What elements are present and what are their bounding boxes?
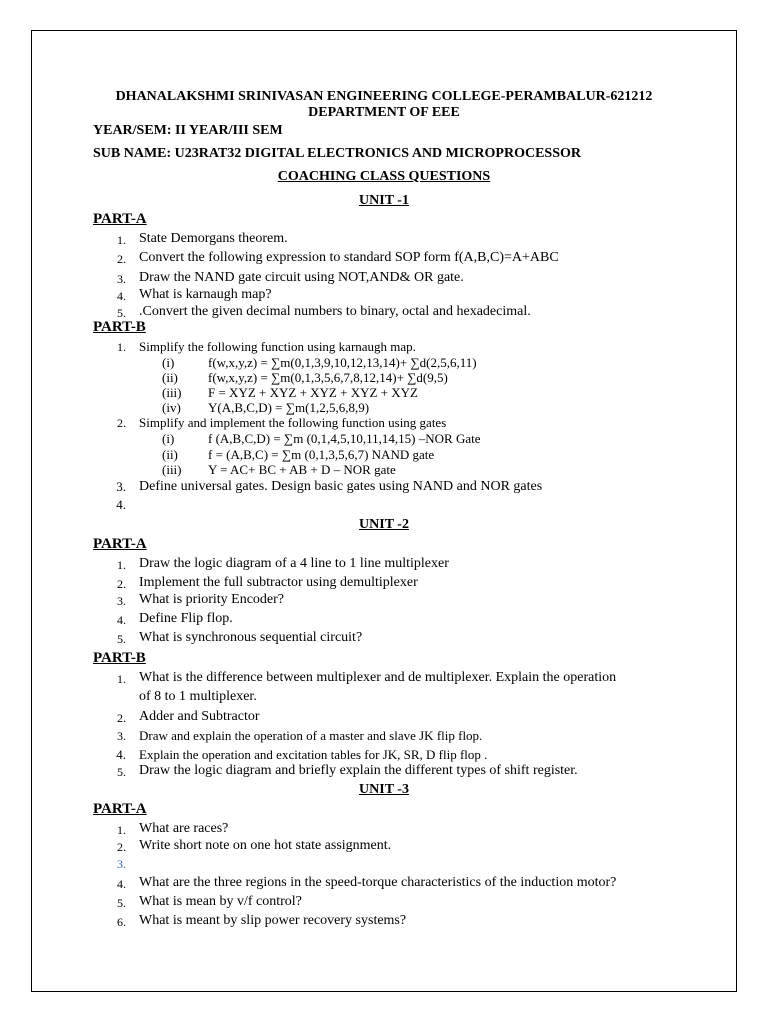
list-item: What is priority Encoder?	[139, 592, 285, 607]
list-item: Draw and explain the operation of a master and slave JK flip flop.	[139, 728, 483, 743]
list-item: What are races?	[139, 821, 229, 836]
list-item-number: 1.	[117, 672, 126, 686]
list-item-number: 6.	[117, 915, 126, 929]
list-item: What is meant by slip power recovery systems?	[139, 913, 407, 928]
list-item: Simplify the following function using karnaugh map.	[139, 339, 416, 354]
list-item-number: 2.	[117, 711, 126, 725]
sub-item-number: (iv)	[162, 400, 181, 415]
list-item-number: 2.	[117, 416, 126, 430]
list-item: What is the difference between multiplexer and de multiplexer. Explain the operation	[139, 670, 617, 685]
sub-item-number: (ii)	[162, 370, 178, 385]
unit-2-title: UNIT -2	[359, 517, 409, 532]
sub-item: f = (A,B,C) = ∑m (0,1,3,5,6,7) NAND gate	[208, 447, 435, 462]
list-item-number: 4.	[116, 747, 126, 762]
unit-1-part-a-title: PART-A	[93, 211, 147, 227]
list-item: What is synchronous sequential circuit?	[139, 630, 363, 645]
list-item-number: 2.	[117, 252, 126, 266]
sub-item: Y = AC+ BC + AB + D – NOR gate	[208, 462, 396, 477]
list-item-continuation: of 8 to 1 multiplexer.	[139, 689, 257, 704]
unit-1-part-b-title: PART-B	[93, 319, 146, 335]
list-item-number: 2.	[117, 577, 126, 591]
list-item-number: 3.	[117, 594, 126, 608]
list-item: Simplify and implement the following function using gates	[139, 415, 447, 430]
list-item-number: 4.	[117, 613, 126, 627]
list-item: Implement the full subtractor using demultiplexer	[139, 575, 418, 590]
unit-3-title: UNIT -3	[359, 782, 409, 797]
list-item-number: 3.	[117, 272, 126, 286]
list-item-number: 1.	[117, 233, 126, 247]
list-item: What are the three regions in the speed-torque characteristics of the induction motor?	[139, 875, 617, 890]
list-item: .Convert the given decimal numbers to binary, octal and hexadecimal.	[139, 304, 531, 319]
list-item: Draw the NAND gate circuit using NOT,AND& OR gate.	[139, 270, 464, 285]
list-item-number: 2.	[117, 840, 126, 854]
sub-item-number: (iii)	[162, 462, 182, 477]
list-item-number: 5.	[117, 306, 126, 320]
list-item-number: 3.	[117, 729, 126, 743]
unit-1-title: UNIT -1	[359, 193, 409, 208]
list-item: State Demorgans theorem.	[139, 231, 288, 246]
list-item-number: 5.	[117, 632, 126, 646]
list-item: Explain the operation and excitation tables for JK, SR, D flip flop .	[139, 747, 488, 762]
list-item: Define Flip flop.	[139, 611, 233, 626]
list-item: Draw the logic diagram and briefly explain the different types of shift register.	[139, 763, 578, 778]
sub-item: F = XYZ + XYZ + XYZ + XYZ + XYZ	[208, 385, 418, 400]
unit-2-part-b-title: PART-B	[93, 650, 146, 666]
list-item-number: 3.	[117, 857, 126, 871]
department-name: DEPARTMENT OF EEE	[308, 105, 460, 120]
subject-name: SUB NAME: U23RAT32 DIGITAL ELECTRONICS AND MICROPROCESSOR	[93, 146, 581, 161]
list-item-number: 5.	[117, 765, 126, 779]
college-name: DHANALAKSHMI SRINIVASAN ENGINEERING COLLEGE-PERAMBALUR-621212	[115, 89, 653, 104]
unit-2-part-a-title: PART-A	[93, 536, 147, 552]
sub-item: f (A,B,C,D) = ∑m (0,1,4,5,10,11,14,15) –NOR Gate	[208, 431, 481, 446]
list-item: Draw the logic diagram of a 4 line to 1 line multiplexer	[139, 556, 449, 571]
list-item-number: 5.	[117, 896, 126, 910]
list-item: Write short note on one hot state assignment.	[139, 838, 392, 853]
list-item-number: 3.	[116, 479, 126, 494]
sub-item-number: (i)	[162, 431, 175, 446]
list-item: Define universal gates. Design basic gates using NAND and NOR gates	[139, 479, 543, 494]
sub-item-number: (iii)	[162, 385, 182, 400]
list-item-number: 4.	[117, 877, 126, 891]
sub-item: f(w,x,y,z) = ∑m(0,1,3,5,6,7,8,12,14)+ ∑d(9,5)	[208, 370, 448, 385]
list-item-number: 1.	[117, 340, 126, 354]
list-item-number: 1.	[117, 558, 126, 572]
list-item: What is karnaugh map?	[139, 287, 272, 302]
sub-item: f(w,x,y,z) = ∑m(0,1,3,9,10,12,13,14)+ ∑d(2,5,6,11)	[208, 355, 477, 370]
list-item-number: 4.	[116, 497, 126, 512]
list-item: Convert the following expression to standard SOP form f(A,B,C)=A+ABC	[139, 250, 559, 265]
unit-3-part-a-title: PART-A	[93, 801, 147, 817]
sub-item: Y(A,B,C,D) = ∑m(1,2,5,6,8,9)	[208, 400, 370, 415]
sub-item-number: (ii)	[162, 447, 178, 462]
document-title: COACHING CLASS QUESTIONS	[277, 169, 491, 184]
list-item-number: 1.	[117, 823, 126, 837]
year-sem: YEAR/SEM: II YEAR/III SEM	[93, 123, 283, 138]
list-item: Adder and Subtractor	[139, 709, 260, 724]
list-item: What is mean by v/f control?	[139, 894, 302, 909]
list-item-number: 4.	[117, 289, 126, 303]
sub-item-number: (i)	[162, 355, 175, 370]
